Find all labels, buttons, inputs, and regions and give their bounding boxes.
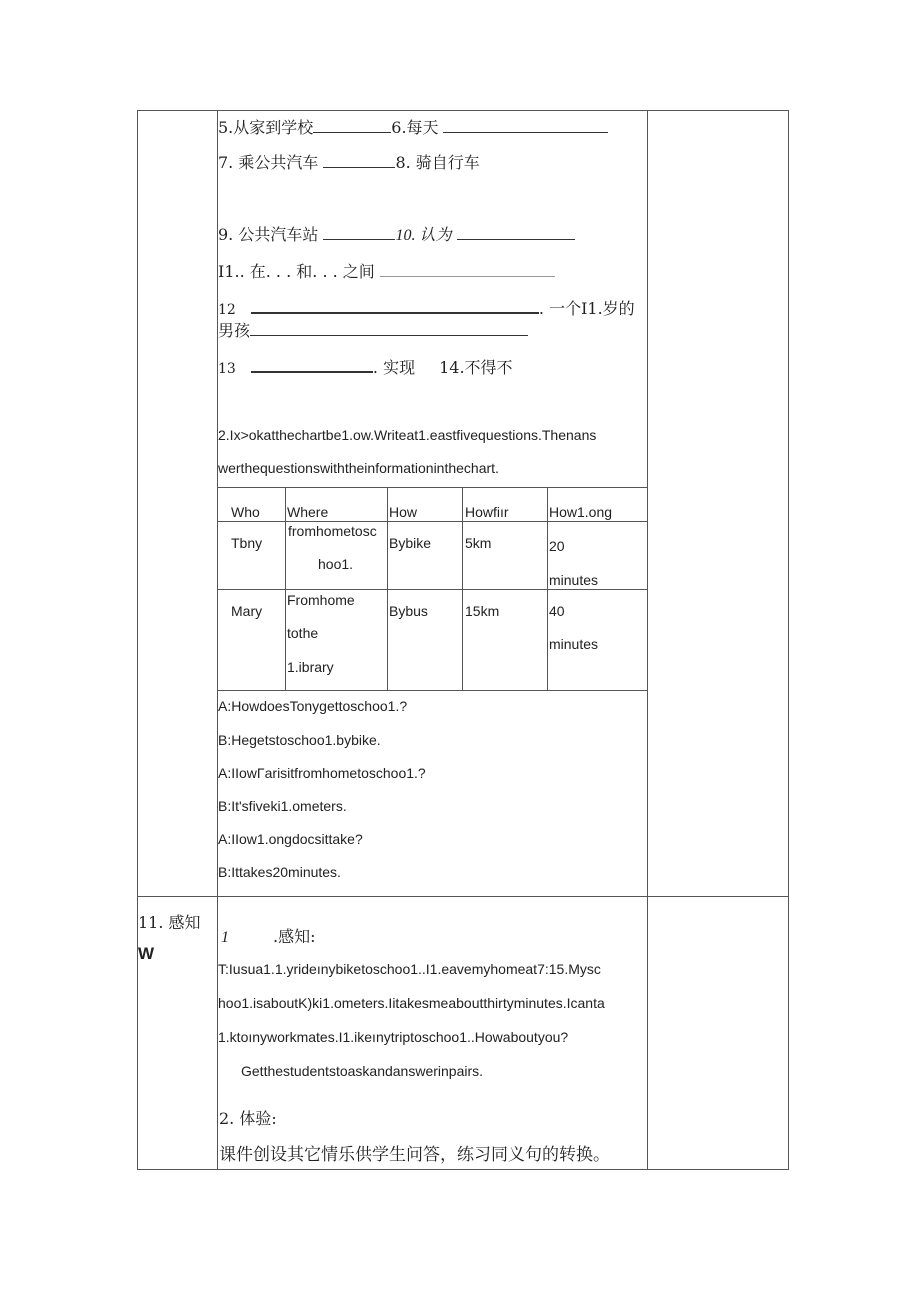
chart-header-long: How1.ong	[549, 504, 613, 520]
chart-header-how: How	[389, 504, 418, 520]
chart-cell-long: minutes	[549, 572, 599, 588]
chart-cell-who: Mary	[231, 603, 263, 619]
chart-cell-where: hoo1.	[318, 556, 354, 572]
table-border-bottom	[137, 1169, 789, 1170]
vocab-line-4: I1.. 在. . . 和. . . 之间	[218, 259, 555, 282]
sub2-text: 课件创设其它情乐供学生问答，练习同义句的转换。	[219, 1145, 610, 1165]
chart-cell-far: 15km	[465, 603, 500, 619]
chart-cell-who: Tbny	[231, 535, 263, 551]
chart-header-where: Where	[287, 504, 329, 520]
chart-cell-long: 20	[549, 538, 565, 554]
paragraph-line: hoo1.isaboutK)ki1.ometers.Iitakesmeaboutthirtyminutes.Icanta	[218, 995, 605, 1011]
chart-col-divider	[547, 487, 548, 691]
task2-line-2: werthequestionswiththeinformationinthechart.	[218, 460, 499, 476]
chart-row-divider	[217, 521, 647, 522]
chart-cell-long: minutes	[549, 636, 599, 652]
table-border-left	[137, 110, 138, 1170]
vocab-line-6: 男孩	[218, 318, 528, 341]
section-label: 11. 感知	[138, 913, 201, 932]
chart-cell-long: 40	[549, 603, 565, 619]
chart-border-top	[217, 487, 647, 488]
dialogue-line: A:HowdoesTonygettoschoo1.?	[218, 698, 408, 714]
chart-cell-where: 1.ibrary	[287, 659, 334, 675]
chart-cell-far: 5km	[465, 535, 492, 551]
vocab-line-7: 13 . 实现 14.不得不	[218, 358, 513, 377]
table-border-top	[137, 110, 789, 111]
chart-cell-how: Bybus	[389, 603, 428, 619]
dialogue-line: B:Hegetstoschoo1.bybike.	[218, 732, 381, 748]
chart-cell-how: Bybike	[389, 535, 432, 551]
chart-col-divider	[285, 487, 286, 691]
task2-line-1: 2.Ix>okatthechartbe1.ow.Writeat1.eastfivequestions.Thenans	[218, 427, 597, 443]
dialogue-line: B:It'sfiveki1.ometers.	[218, 798, 347, 814]
chart-cell-where: fromhometosc	[288, 523, 377, 539]
dialogue-line: A:IIow1.ongdocsittake?	[218, 831, 363, 847]
vocab-line-1: 5.从家到学校 6.每天	[218, 115, 608, 138]
col-divider-2	[647, 110, 648, 1170]
chart-cell-where: tothe	[287, 625, 319, 641]
instruction: Getthestudentstoaskandanswerinpairs.	[241, 1063, 484, 1079]
chart-header-far: Howfiır	[465, 504, 509, 520]
chart-col-divider	[462, 487, 463, 691]
chart-row-divider	[217, 589, 647, 590]
table-border-right	[788, 110, 789, 1170]
paragraph-line: T:Iusua1.1.yrideınybiketoschoo1..I1.eavemyhomeat7:15.Mysc	[218, 961, 601, 977]
dialogue-line: B:Ittakes20minutes.	[218, 864, 341, 880]
sub2-heading: 2. 体验:	[219, 1109, 277, 1128]
dialogue-line: A:IIowΓarisitfromhometoschoo1.?	[218, 765, 426, 781]
vocab-line-3: 9. 公共汽车站 10. 认为	[218, 222, 575, 245]
chart-cell-where: Fromhome	[287, 592, 355, 608]
chart-col-divider	[387, 487, 388, 691]
sub1-heading: 1 .感知:	[221, 927, 316, 946]
row-divider	[137, 896, 789, 897]
vocab-line-2: 7. 乘公共汽车 8. 骑自行车	[218, 153, 480, 172]
vocab-line-5: 12 . 一个I1.岁的	[218, 299, 635, 318]
chart-header-who: Who	[231, 504, 260, 520]
chart-border-bottom	[217, 690, 647, 691]
paragraph-line: 1.ktoınyworkmates.I1.ikeınytriptoschoo1..Howaboutyou?	[218, 1029, 569, 1045]
section-label-2: W	[138, 944, 155, 963]
